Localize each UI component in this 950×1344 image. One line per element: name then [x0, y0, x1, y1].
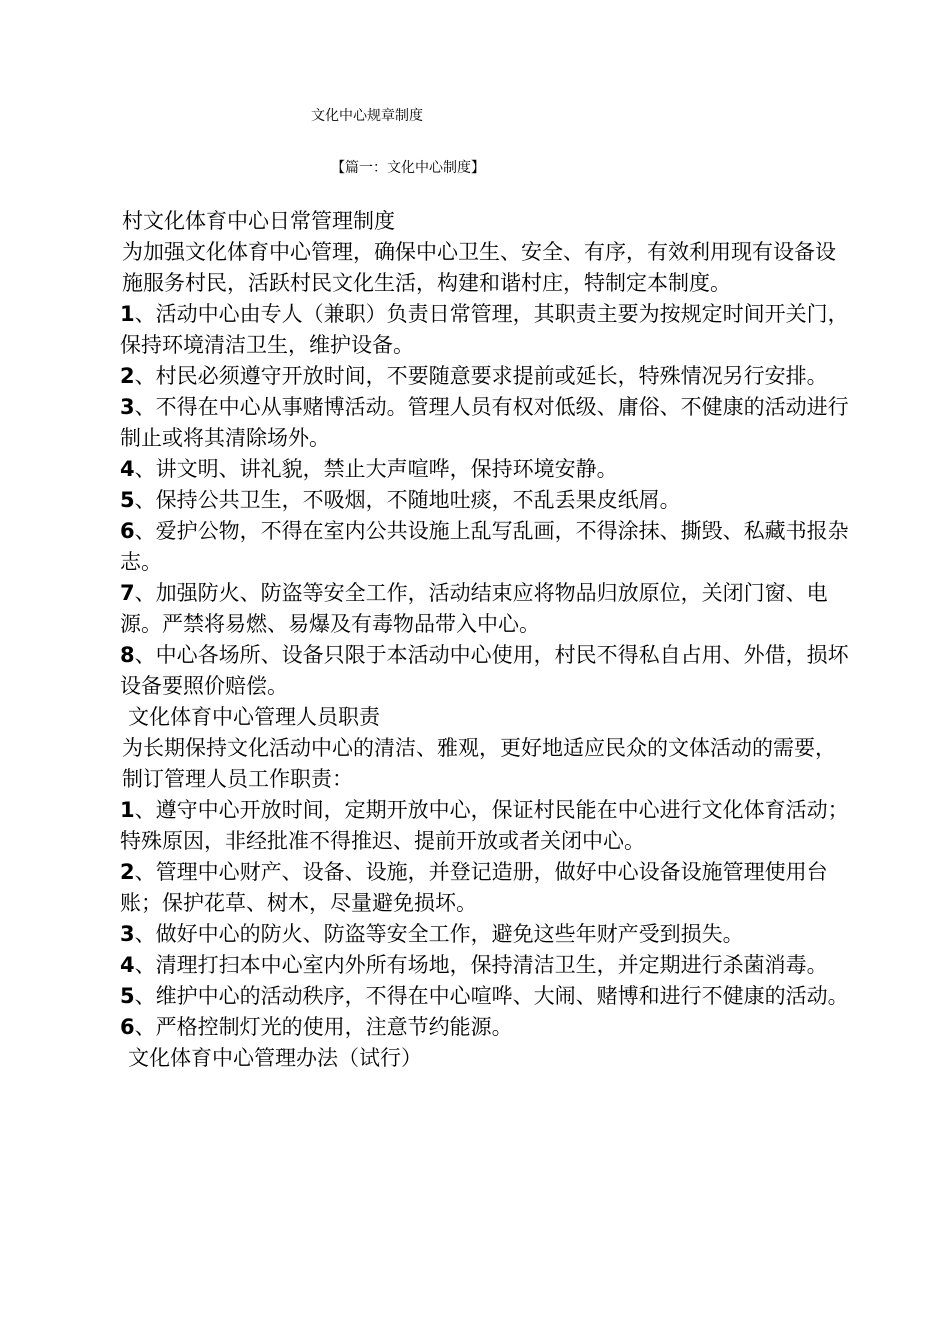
duty-text: 、遵守中心开放时间，定期开放中心，保证村民能在中心进行文化体育活动；特殊原因，非经批准不得推迟、提前开放或者关闭中心。 [120, 798, 849, 853]
rule-item [116, 578, 856, 640]
duty-text: 、做好中心的防火、防盗等安全工作，避免这些年财产受到损失。 [134, 922, 744, 946]
duty-item [116, 1012, 856, 1043]
document-subtitle: 【篇一：文化中心制度】 [331, 160, 485, 176]
duty-number: 3 [120, 922, 135, 946]
duty-item [116, 795, 856, 857]
duty-item [116, 857, 856, 919]
duty-item [116, 981, 856, 1012]
duty-number: 4 [120, 953, 135, 977]
duty-number: 6 [120, 1015, 135, 1039]
rule-item [116, 392, 856, 454]
document-title: 文化中心规章制度 [311, 108, 423, 124]
rule-item [116, 299, 856, 361]
section-heading-daily-rules: 村文化体育中心日常管理制度 [122, 209, 395, 233]
rule-item [116, 640, 856, 702]
rule-text: 、中心各场所、设备只限于本活动中心使用，村民不得私自占用、外借，损坏设备要照价赔偿。 [120, 643, 849, 698]
duty-item [116, 950, 856, 981]
rule-text: 、加强防火、防盗等安全工作，活动结束应将物品归放原位，关闭门窗、电源。严禁将易燃、易爆及有毒物品带入中心。 [120, 581, 828, 636]
rule-number: 8 [120, 643, 135, 667]
duty-text: 、维护中心的活动秩序，不得在中心喧哗、大闹、赌博和进行不健康的活动。 [134, 984, 849, 1008]
document-body [116, 206, 856, 1074]
duty-number: 2 [120, 860, 135, 884]
rule-item [116, 516, 856, 578]
rule-number: 2 [120, 364, 135, 388]
section-heading-management-measures: 文化体育中心管理办法（试行） [128, 1046, 422, 1070]
rule-number: 5 [120, 488, 135, 512]
rule-item [116, 485, 856, 516]
section-intro: 为长期保持文化活动中心的清洁、雅观，更好地适应民众的文体活动的需要，制订管理人员工作职责： [122, 736, 836, 791]
section-heading-staff-duties: 文化体育中心管理人员职责 [128, 705, 380, 729]
duty-text: 、清理打扫本中心室内外所有场地，保持清洁卫生，并定期进行杀菌消毒。 [134, 953, 828, 977]
rule-number: 6 [120, 519, 135, 543]
rule-number: 4 [120, 457, 135, 481]
rule-text: 、村民必须遵守开放时间，不要随意要求提前或延长，特殊情况另行安排。 [134, 364, 828, 388]
duty-item [116, 919, 856, 950]
duty-number: 1 [120, 798, 135, 822]
rule-text: 、活动中心由专人（兼职）负责日常管理，其职责主要为按规定时间开关门，保持环境清洁卫生，维护设备。 [120, 302, 849, 357]
duty-text: 、严格控制灯光的使用，注意节约能源。 [134, 1015, 513, 1039]
duty-number: 5 [120, 984, 135, 1008]
rule-text: 、保持公共卫生，不吸烟，不随地吐痰，不乱丢果皮纸屑。 [134, 488, 681, 512]
rule-item [116, 454, 856, 485]
rule-item [116, 361, 856, 392]
rule-number: 3 [120, 395, 135, 419]
rule-text: 、讲文明、讲礼貌，禁止大声喧哗，保持环境安静。 [134, 457, 618, 481]
rule-text: 、不得在中心从事赌博活动。管理人员有权对低级、庸俗、不健康的活动进行制止或将其清除场外。 [120, 395, 849, 450]
rule-number: 7 [120, 581, 135, 605]
duty-text: 、管理中心财产、设备、设施，并登记造册，做好中心设备设施管理使用台账；保护花草、树木，尽量避免损坏。 [120, 860, 828, 915]
rule-number: 1 [120, 302, 135, 326]
rule-text: 、爱护公物，不得在室内公共设施上乱写乱画，不得涂抹、撕毁、私藏书报杂志。 [120, 519, 849, 574]
section-intro: 为加强文化体育中心管理，确保中心卫生、安全、有序，有效利用现有设备设施服务村民，活跃村民文化生活，构建和谐村庄，特制定本制度。 [122, 240, 836, 295]
